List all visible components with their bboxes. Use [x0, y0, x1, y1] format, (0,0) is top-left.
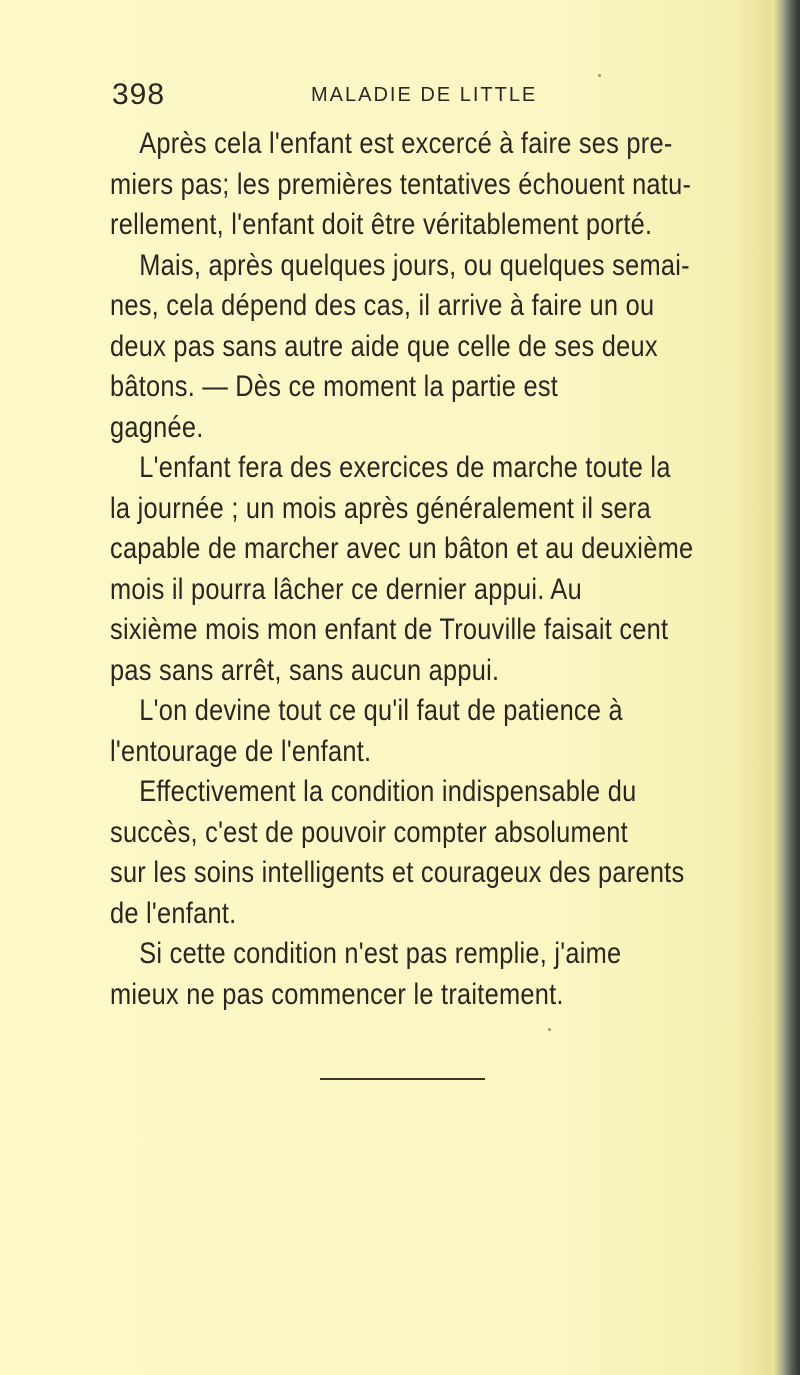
running-head — [112, 78, 752, 118]
paragraph-line: la journée ; un mois après généralement il sera — [110, 491, 651, 525]
paragraph-line: capable de marcher avec un bâton et au deuxième — [110, 532, 694, 565]
paragraph-line: succès, c'est de pouvoir compter absolument — [110, 815, 628, 849]
paragraph-line: gagnée. — [110, 410, 204, 444]
paragraph-line: l'entourage de l'enfant. — [110, 734, 372, 768]
paragraph-line: Mais, après quelques jours, ou quelques semai- — [139, 248, 690, 282]
paragraph-line: pas sans arrêt, sans aucun appui. — [110, 653, 500, 687]
paragraph-line: bâtons. — Dès ce moment la partie est — [110, 370, 559, 403]
running-title: MALADIE DE LITTLE — [311, 84, 538, 106]
paragraph-line: miers pas; les premières tentatives échouent natu- — [110, 167, 692, 201]
page-binding-edge — [772, 0, 800, 1375]
paragraph-line: mieux ne pas commencer le traitement. — [110, 977, 564, 1011]
paragraph-line: L'on devine tout ce qu'il faut de patience à — [139, 694, 623, 727]
paragraph-line: sixième mois mon enfant de Trouville faisait cent — [110, 613, 669, 646]
paragraph-line: mois il pourra lâcher ce dernier appui. Au — [110, 572, 582, 606]
body-text — [110, 124, 742, 1015]
paragraph-line: L'enfant fera des exercices de marche toute la — [139, 451, 671, 484]
paragraph-line: Après cela l'enfant est excercé à faire ses pre- — [139, 127, 673, 160]
section-end-rule — [320, 1078, 485, 1080]
paragraph-line: Effectivement la condition indispensable du — [139, 775, 637, 808]
paragraph-line: Si cette condition n'est pas remplie, j'aime — [139, 937, 622, 970]
paper-speck — [598, 74, 601, 77]
paragraph-line: de l'enfant. — [110, 896, 237, 930]
paragraph-line: sur les soins intelligents et courageux des parents — [110, 856, 685, 889]
page-number: 398 — [112, 78, 166, 111]
paragraph-line: nes, cela dépend des cas, il arrive à faire un ou — [110, 289, 655, 322]
paragraph-line: rellement, l'enfant doit être véritablement porté. — [110, 208, 653, 241]
paragraph-line: deux pas sans autre aide que celle de ses deux — [110, 329, 658, 363]
paper-speck — [548, 1028, 551, 1031]
